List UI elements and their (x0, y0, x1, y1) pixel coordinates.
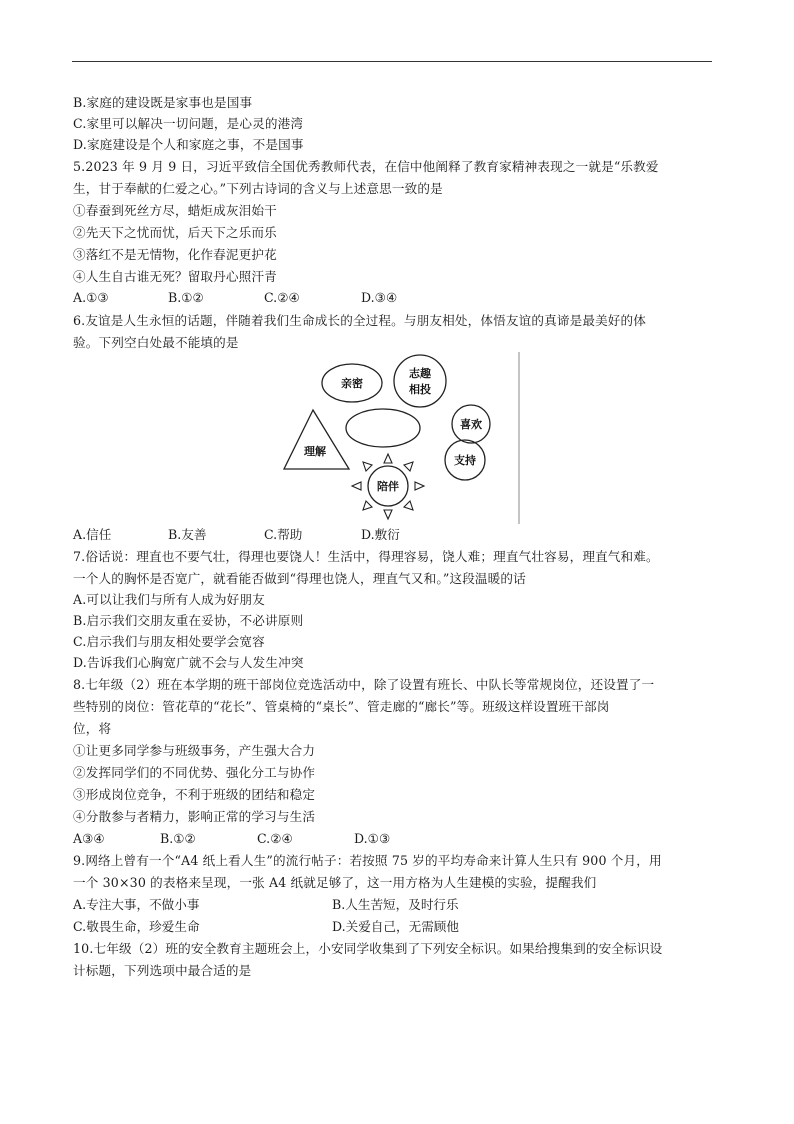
sun-ray (384, 454, 392, 463)
q8-statement-4: ④分散参与者精力，影响正常的学习与生活 (73, 809, 316, 824)
q7-option-c: C.启示我们与朋友相处要学会宽容 (73, 634, 265, 649)
q5-stem-line1: 5.2023 年 9 月 9 日，习近平致信全国优秀教师代表，在信中他阐释了教育家精神表现之一就是“乐教爱 (73, 159, 659, 174)
q8-stem-line3: 位，将 (73, 721, 112, 736)
q5-option-c: C.②④ (264, 290, 300, 305)
q5-statement-4: ④人生自古谁无死？留取丹心照汗青 (73, 269, 277, 284)
sun-ray (404, 501, 413, 510)
companion-label: 陪伴 (377, 480, 399, 493)
shared-interest-label-2: 相投 (409, 383, 431, 396)
q8-option-d: D.①③ (354, 831, 391, 846)
q4-option-d: D.家庭建设是个人和家庭之事，不是国事 (73, 137, 304, 152)
q6-option-d: D.敷衍 (361, 527, 400, 542)
header-rule (72, 61, 712, 62)
sun-ray (404, 462, 413, 471)
sun-ray (415, 482, 424, 490)
intimate-label: 亲密 (341, 377, 363, 390)
q6-stem-line1: 6.友谊是人生永恒的话题，伴随着我们生命成长的全过程。与朋友相处，体悟友谊的真谛是最美好的体 (73, 313, 647, 328)
q8-statement-2: ②发挥同学们的不同优势、强化分工与协作 (73, 765, 316, 780)
blank-ellipse (346, 409, 420, 447)
q6-option-c: C.帮助 (264, 527, 303, 542)
q4-option-b: B.家庭的建设既是家事也是国事 (73, 95, 253, 110)
q8-statement-3: ③形成岗位竞争，不利于班级的团结和稳定 (73, 787, 316, 802)
q5-stem-line2: 生，甘于奉献的仁爱之心。”下列古诗词的含义与上述意思一致的是 (73, 181, 443, 196)
understand-label: 理解 (304, 445, 326, 458)
q8-stem-line2: 些特别的岗位：管花草的“花长”、管桌椅的“桌长”、管走廊的“廊长”等。班级这样设置班干部岗 (73, 699, 610, 714)
q6-option-b: B.友善 (168, 527, 207, 542)
q8-option-c: C.②④ (257, 831, 293, 846)
sun-ray (384, 510, 392, 519)
q9-option-b: B.人生苦短，及时行乐 (332, 897, 459, 912)
friendship-diagram (278, 352, 522, 524)
q9-option-d: D.关爱自己，无需顾他 (332, 919, 459, 934)
q5-statement-2: ②先天下之忧而忧，后天下之乐而乐 (73, 225, 277, 240)
support-label: 支持 (454, 454, 476, 467)
sun-ray (352, 482, 361, 490)
q9-stem-line1: 9.网络上曾有一个“A4 纸上看人生”的流行帖子：若按照 75 岁的平均寿命来计算人生只有 900 个月，用 (73, 853, 662, 868)
sun-ray (363, 462, 372, 471)
q6-stem-line2: 验。下列空白处最不能填的是 (73, 335, 239, 350)
q9-option-a: A.专注大事，不做小事 (73, 897, 200, 912)
q9-option-c: C.敬畏生命，珍爱生命 (73, 919, 200, 934)
q7-stem-line1: 7.俗话说：理直也不要气壮，得理也要饶人！生活中，得理容易，饶人难；理直气壮容易，理直气和难。 (73, 549, 659, 564)
shared-interest-circle (394, 355, 446, 407)
q9-stem-line2: 一个 30×30 的表格来呈现，一张 A4 纸就足够了，这一用方格为人生建模的实验，提醒我们 (73, 875, 597, 890)
q8-stem-line1: 8.七年级（2）班在本学期的班干部岗位竞选活动中，除了设置有班长、中队长等常规岗位，还设置了一 (73, 677, 655, 692)
q8-option-a: A③④ (73, 831, 105, 846)
q7-option-a: A.可以让我们与所有人成为好朋友 (73, 592, 265, 607)
like-label: 喜欢 (460, 418, 482, 431)
q7-stem-line2: 一个人的胸怀是否宽广，就看能否做到“得理也饶人，理直气又和。”这段温暖的话 (73, 571, 526, 586)
q6-option-a: A.信任 (73, 527, 112, 542)
q7-option-d: D.告诉我们心胸宽广就不会与人发生冲突 (73, 655, 304, 670)
q8-statement-1: ①让更多同学参与班级事务，产生强大合力 (73, 743, 316, 758)
q5-option-a: A.①③ (73, 290, 109, 305)
q10-stem-line1: 10.七年级（2）班的安全教育主题班会上，小安同学收集到了下列安全标识。如果给搜集到的安全标识设 (73, 941, 663, 956)
q4-option-c: C.家里可以解决一切问题，是心灵的港湾 (73, 116, 304, 131)
q5-statement-3: ③落红不是无情物，化作春泥更护花 (73, 247, 277, 262)
q5-option-b: B.①② (168, 290, 204, 305)
q5-statement-1: ①春蚕到死丝方尽，蜡炬成灰泪始干 (73, 203, 277, 218)
understand-triangle (284, 410, 349, 469)
sun-ray (363, 501, 372, 510)
q10-stem-line2: 计标题，下列选项中最合适的是 (73, 963, 252, 978)
shared-interest-label-1: 志趣 (409, 367, 431, 380)
q5-option-d: D.③④ (361, 290, 398, 305)
q7-option-b: B.启示我们交朋友重在妥协，不必讲原则 (73, 613, 304, 628)
q8-option-b: B.①② (160, 831, 196, 846)
